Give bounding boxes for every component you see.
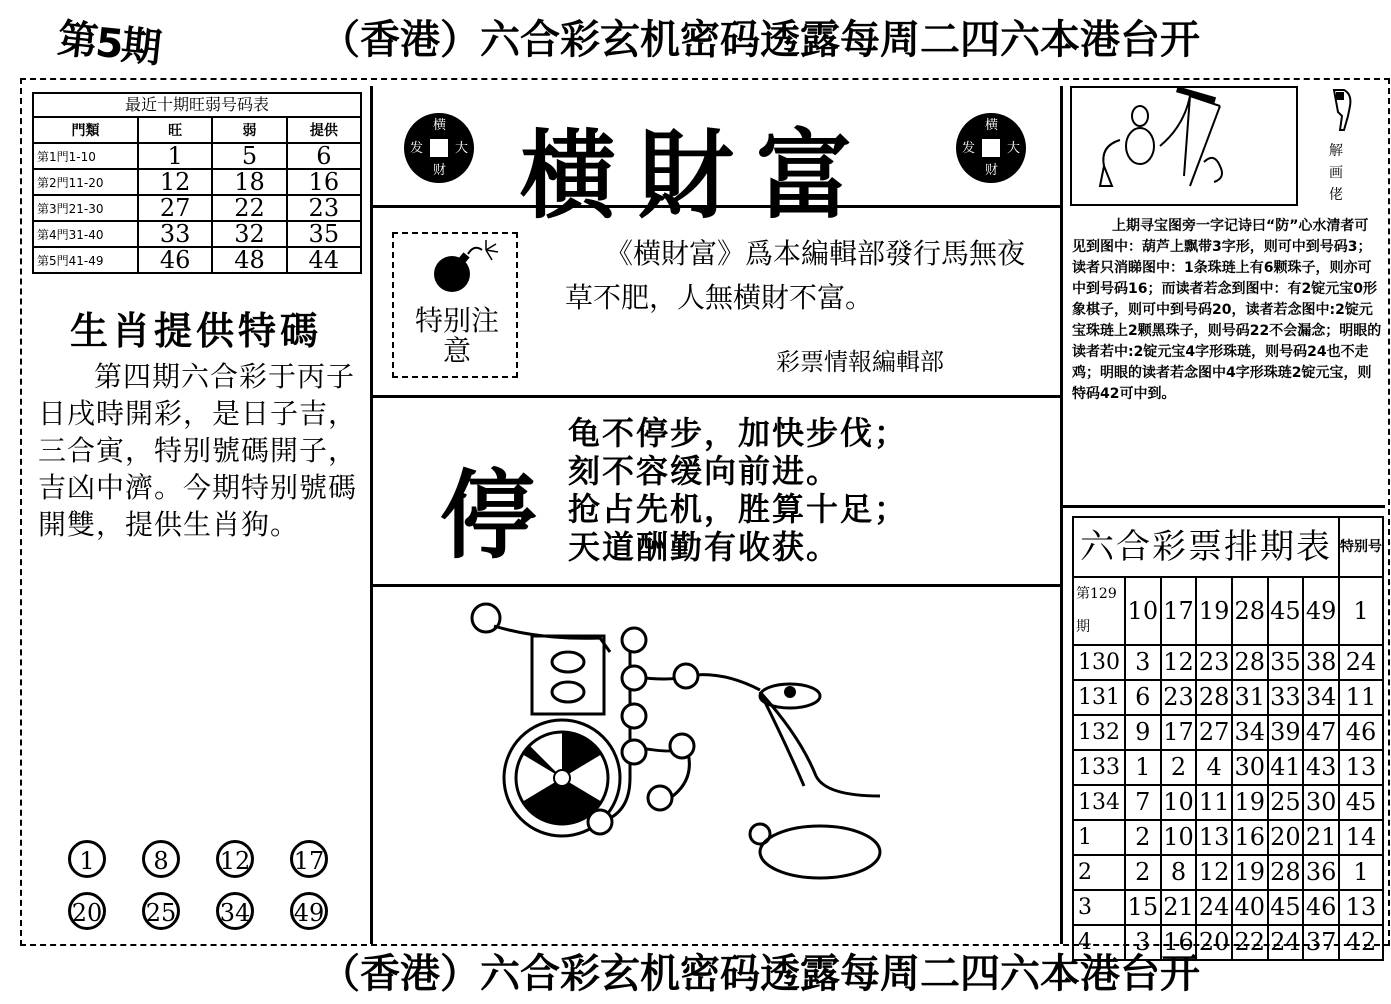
number-cell: 22 — [1232, 925, 1268, 960]
table-row — [33, 169, 361, 195]
number-cell: 19 — [1196, 577, 1232, 645]
number-cell: 19 — [1232, 785, 1268, 820]
schedule-header — [1073, 517, 1383, 577]
number-cell: 10 — [1161, 785, 1197, 820]
table-row — [1073, 577, 1383, 645]
schedule-title: 六合彩票排期表 — [1073, 517, 1339, 577]
hot-weak-caption: 最近十期旺弱号码表 — [32, 92, 362, 116]
poem-line: 龟不停步，加快步伐； — [568, 414, 909, 452]
row-label: 第5門41-49 — [33, 247, 138, 273]
coin-icon: 横 大 财 发 — [956, 113, 1026, 183]
number-ball: 17 — [290, 840, 328, 878]
number-cell: 21 — [1303, 820, 1339, 855]
table-row — [1073, 750, 1383, 785]
weak-cell: 22 — [212, 195, 286, 221]
number-cell: 20 — [1196, 925, 1232, 960]
footer-title: （香港）六合彩玄机密码透露每周二四六本港台开 — [320, 950, 1200, 997]
issue-cell: 131 — [1073, 680, 1125, 715]
column-header: 門類 — [33, 117, 138, 143]
special-cell: 13 — [1339, 750, 1383, 785]
table-row — [33, 221, 361, 247]
number-cell: 38 — [1303, 645, 1339, 680]
bomb-icon — [430, 240, 500, 296]
hint-label: 解画佬 — [1329, 143, 1343, 203]
offer-cell: 16 — [287, 169, 361, 195]
issue-number: 第5期 — [55, 15, 162, 73]
hot-cell: 27 — [138, 195, 212, 221]
right-divider — [1060, 86, 1063, 944]
number-cell: 8 — [1161, 855, 1197, 890]
issue-cell: 4 — [1073, 925, 1125, 960]
special-cell: 24 — [1339, 645, 1383, 680]
number-ball: 20 — [68, 892, 106, 930]
number-cell: 12 — [1196, 855, 1232, 890]
number-cell: 20 — [1268, 820, 1304, 855]
schedule-table — [1072, 516, 1384, 961]
number-ball: 25 — [142, 892, 180, 930]
number-cell: 12 — [1161, 645, 1197, 680]
number-cell: 23 — [1161, 680, 1197, 715]
issue-cell: 2 — [1073, 855, 1125, 890]
number-cell: 28 — [1232, 645, 1268, 680]
poem-line: 刻不容缓向前进。 — [568, 452, 841, 490]
number-cell: 34 — [1232, 715, 1268, 750]
treasure-illustration — [460, 596, 900, 906]
poem — [568, 414, 908, 566]
number-cell: 49 — [1303, 577, 1339, 645]
special-cell: 14 — [1339, 820, 1383, 855]
number-cell: 17 — [1161, 577, 1197, 645]
issue-cell: 134 — [1073, 785, 1125, 820]
number-cell: 30 — [1303, 785, 1339, 820]
number-cell: 43 — [1303, 750, 1339, 785]
number-cell: 30 — [1232, 750, 1268, 785]
poem-line: 天道酬勤有收获。 — [568, 528, 841, 566]
number-cell: 40 — [1232, 890, 1268, 925]
number-cell: 24 — [1196, 890, 1232, 925]
table-row — [33, 143, 361, 169]
issue-cell: 第129期 — [1073, 577, 1125, 645]
zodiac-text: 第四期六合彩于丙子日戌時開彩，是日子吉，三合寅，特别號碼開子，吉凶中濟。今期特别號碼開雙，提供生肖狗。 — [38, 360, 358, 541]
number-cell: 47 — [1303, 715, 1339, 750]
special-cell: 42 — [1339, 925, 1383, 960]
table-row — [1073, 855, 1383, 890]
number-cell: 24 — [1268, 925, 1304, 960]
hot-cell: 46 — [138, 247, 212, 273]
special-cell: 1 — [1339, 855, 1383, 890]
special-number-label: 特别号 — [1339, 517, 1383, 577]
number-cell: 7 — [1125, 785, 1161, 820]
number-cell: 10 — [1161, 820, 1197, 855]
number-cell: 28 — [1196, 680, 1232, 715]
number-cell: 2 — [1125, 855, 1161, 890]
row-label: 第4門31-40 — [33, 221, 138, 247]
weak-cell: 5 — [212, 143, 286, 169]
number-cell: 1 — [1125, 750, 1161, 785]
table-row — [1073, 785, 1383, 820]
number-ball: 8 — [142, 840, 180, 878]
table-row — [1073, 890, 1383, 925]
number-ball: 12 — [216, 840, 254, 878]
number-cell: 41 — [1268, 750, 1304, 785]
number-cell: 9 — [1125, 715, 1161, 750]
hint-picture — [1080, 86, 1280, 202]
column-header: 弱 — [212, 117, 286, 143]
number-cell: 2 — [1161, 750, 1197, 785]
number-cell: 25 — [1268, 785, 1304, 820]
notice-label: 特别注意 — [414, 304, 499, 367]
issue-cell: 1 — [1073, 820, 1125, 855]
weak-cell: 32 — [212, 221, 286, 247]
number-ball: 49 — [290, 892, 328, 930]
number-cell: 23 — [1196, 645, 1232, 680]
hot-cell: 1 — [138, 143, 212, 169]
offer-cell: 6 — [287, 143, 361, 169]
number-cell: 46 — [1303, 890, 1339, 925]
table-row — [33, 247, 361, 273]
hot-weak-table — [32, 92, 362, 274]
coin-icon: 横 大 财 发 — [404, 113, 474, 183]
notice-signature: 彩票情報編輯部 — [776, 348, 944, 376]
number-cell: 31 — [1232, 680, 1268, 715]
number-cell: 36 — [1303, 855, 1339, 890]
table-row — [1073, 715, 1383, 750]
number-cell: 28 — [1268, 855, 1304, 890]
table-row — [1073, 820, 1383, 855]
number-cell: 3 — [1125, 645, 1161, 680]
number-cell: 15 — [1125, 890, 1161, 925]
number-cell: 35 — [1268, 645, 1304, 680]
table-header-row — [33, 117, 361, 143]
number-cell: 16 — [1232, 820, 1268, 855]
number-cell: 10 — [1125, 577, 1161, 645]
number-cell: 33 — [1268, 680, 1304, 715]
row-label: 第3門21-30 — [33, 195, 138, 221]
number-cell: 28 — [1232, 577, 1268, 645]
number-cell: 4 — [1196, 750, 1232, 785]
number-cell: 45 — [1268, 890, 1304, 925]
number-cell: 16 — [1161, 925, 1197, 960]
page-title: （香港）六合彩玄机密码透露每周二四六本港台开 — [320, 16, 1200, 63]
notice-divider — [373, 395, 1060, 398]
number-cell: 45 — [1268, 577, 1304, 645]
number-ball: 34 — [216, 892, 254, 930]
special-cell: 1 — [1339, 577, 1383, 645]
poem-divider — [373, 584, 1060, 587]
poem-line: 抢占先机，胜算十足； — [568, 490, 909, 528]
table-row — [33, 195, 361, 221]
special-cell: 11 — [1339, 680, 1383, 715]
issue-cell: 132 — [1073, 715, 1125, 750]
number-cell: 21 — [1161, 890, 1197, 925]
left-divider — [370, 86, 373, 944]
weak-cell: 18 — [212, 169, 286, 195]
number-cell: 37 — [1303, 925, 1339, 960]
number-cell: 11 — [1196, 785, 1232, 820]
issue-cell: 133 — [1073, 750, 1125, 785]
special-cell: 13 — [1339, 890, 1383, 925]
number-cell: 17 — [1161, 715, 1197, 750]
number-ball: 1 — [68, 840, 106, 878]
special-cell: 45 — [1339, 785, 1383, 820]
table-row — [1073, 645, 1383, 680]
hot-cell: 33 — [138, 221, 212, 247]
hot-cell: 12 — [138, 169, 212, 195]
offer-cell: 44 — [287, 247, 361, 273]
column-header: 旺 — [138, 117, 212, 143]
pointing-hand-icon — [1330, 86, 1356, 134]
issue-cell: 130 — [1073, 645, 1125, 680]
row-label: 第1門1-10 — [33, 143, 138, 169]
special-cell: 46 — [1339, 715, 1383, 750]
number-cell: 34 — [1303, 680, 1339, 715]
number-cell: 27 — [1196, 715, 1232, 750]
weak-cell: 48 — [212, 247, 286, 273]
table-row — [1073, 680, 1383, 715]
row-label: 第2門11-20 — [33, 169, 138, 195]
number-cell: 6 — [1125, 680, 1161, 715]
offer-cell: 35 — [287, 221, 361, 247]
number-cell: 3 — [1125, 925, 1161, 960]
number-cell: 39 — [1268, 715, 1304, 750]
number-cell: 2 — [1125, 820, 1161, 855]
stop-character: 停 — [440, 459, 536, 572]
hint-text: 上期寻宝图旁一字记诗曰“防”心水清者可见到图中：葫芦上飘带3字形，则可中到号码3；读者只消睇图中：1条珠琏上有6颗珠子，则亦可中到号码16；而读者若念到图中：有2锭元宝0形象棋子，则可中到号码20，读者若念图中:2锭元宝珠琏上2颗黑珠子，则号码22不会漏念；明眼的读者若中:2锭元宝4字形珠琏，则号码24也不走鸡；明眼的读者若念图中4字形珠琏2锭元宝，则特码42可中到。 — [1072, 218, 1382, 402]
number-cell: 19 — [1232, 855, 1268, 890]
number-cell: 13 — [1196, 820, 1232, 855]
hint-divider — [1063, 505, 1385, 508]
offer-cell: 23 — [287, 195, 361, 221]
masthead-title: 横財富 — [520, 119, 874, 232]
issue-cell: 3 — [1073, 890, 1125, 925]
column-header: 提供 — [287, 117, 361, 143]
notice-text: 《横財富》爲本編輯部發行馬無夜草不肥，人無横財不富。 — [565, 237, 1026, 314]
zodiac-title: 生肖提供特碼 — [70, 308, 323, 353]
